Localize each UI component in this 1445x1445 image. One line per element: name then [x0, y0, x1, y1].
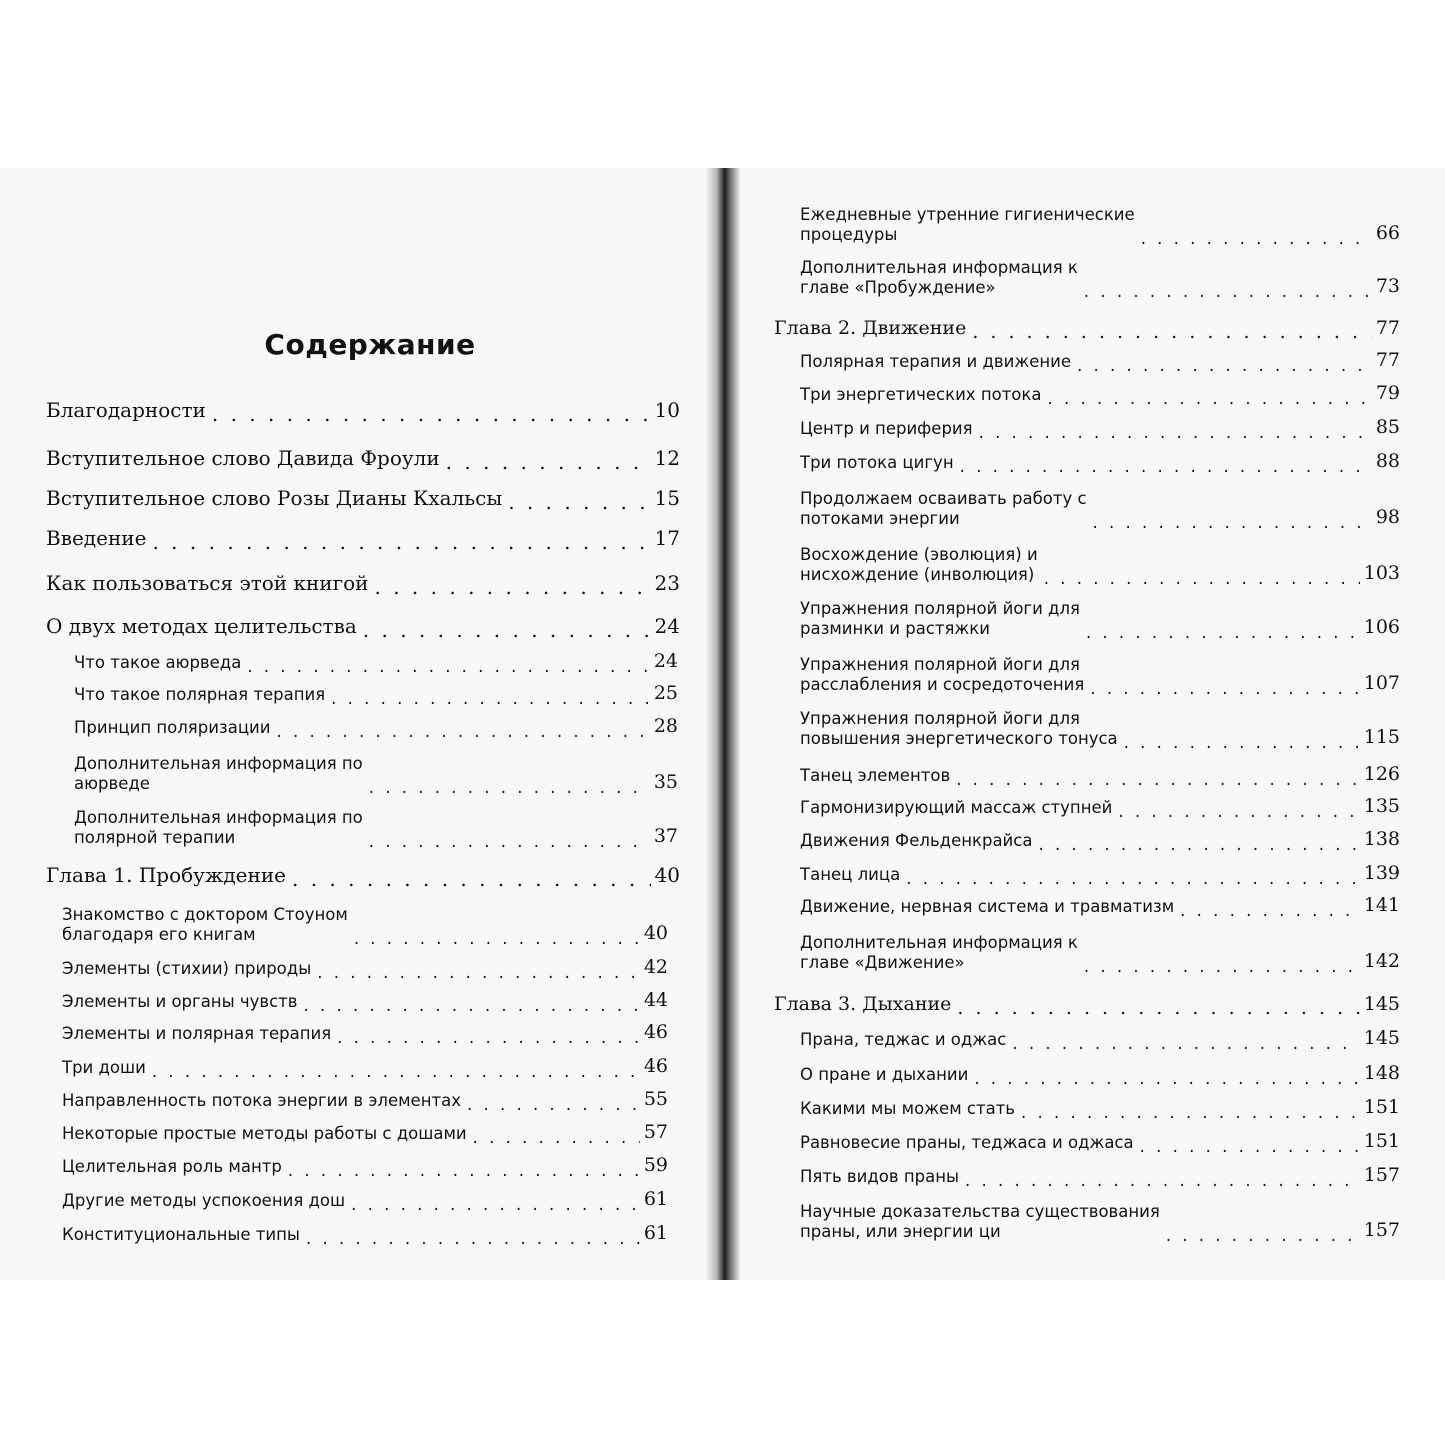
- toc-entry-title-line: нисхождение (инволюция): [800, 565, 1035, 585]
- dot-leader: [292, 867, 651, 887]
- toc-entry[interactable]: [800, 1164, 1400, 1187]
- toc-page-number: 126: [1363, 763, 1400, 786]
- dot-leader: [351, 1195, 640, 1212]
- toc-entry[interactable]: [800, 795, 1400, 818]
- toc-entry-title: [800, 489, 1087, 529]
- toc-entry-title-line: Другие методы успокоения дош: [62, 1191, 346, 1211]
- toc-page-number: 46: [643, 1021, 668, 1044]
- dot-leader: [1166, 1226, 1360, 1243]
- toc-entry-title-line: расслабления и сосредоточения: [800, 675, 1085, 695]
- toc-entry-title-line: Знакомство с доктором Стоуном: [62, 905, 348, 925]
- toc-entry[interactable]: [62, 1055, 668, 1078]
- toc-entry[interactable]: [46, 863, 680, 887]
- toc-page-number: 79: [1375, 382, 1400, 405]
- toc-entry[interactable]: [800, 382, 1400, 405]
- toc-entry-title: [74, 685, 325, 705]
- toc-entry-title-line: главе «Пробуждение»: [800, 278, 996, 298]
- toc-entry[interactable]: [800, 258, 1400, 298]
- toc-entry-title-line: Прана, теджас и оджас: [800, 1030, 1007, 1050]
- toc-entry-title: [74, 718, 271, 738]
- toc-page-number: 15: [654, 486, 680, 510]
- toc-entry-title-line: Движение, нервная система и травматизм: [800, 897, 1175, 917]
- toc-entry-title: [800, 655, 1084, 695]
- dot-leader: [375, 575, 651, 595]
- toc-page-number: 59: [643, 1154, 668, 1177]
- dot-leader: [247, 657, 650, 674]
- toc-entry[interactable]: [62, 905, 668, 945]
- toc-page-number: 40: [643, 922, 668, 945]
- toc-entry[interactable]: [800, 1062, 1400, 1085]
- toc-entry-title: [62, 1225, 300, 1245]
- toc-entry-title: [800, 1133, 1134, 1153]
- toc-page-number: 40: [654, 863, 680, 887]
- toc-entry-title: [62, 1157, 282, 1177]
- dot-leader: [1047, 389, 1371, 406]
- toc-entry-title: [800, 352, 1071, 372]
- toc-entry-title-line: Глава 2. Движение: [774, 317, 967, 340]
- toc-entry[interactable]: [774, 993, 1400, 1016]
- dot-leader: [1038, 835, 1359, 852]
- dot-leader: [1124, 733, 1360, 750]
- toc-entry-title-line: Упражнения полярной йоги для: [800, 709, 1080, 729]
- toc-entry-title-line: Целительная роль мантр: [62, 1157, 282, 1177]
- toc-entry[interactable]: [800, 450, 1400, 473]
- toc-entry-title: [74, 653, 241, 673]
- toc-page-number: 145: [1363, 1027, 1400, 1050]
- toc-entry[interactable]: [62, 1154, 668, 1177]
- toc-page-number: 10: [654, 398, 680, 422]
- toc-entry[interactable]: [800, 205, 1400, 245]
- toc-entry[interactable]: [800, 1130, 1400, 1153]
- toc-page-number: 57: [643, 1121, 668, 1144]
- toc-entry-title-line: Конституциональные типы: [62, 1225, 300, 1245]
- toc-entry-title-line: Равновесие праны, теджаса и оджаса: [800, 1133, 1134, 1153]
- toc-page-number: 148: [1363, 1062, 1400, 1085]
- dot-leader: [152, 530, 650, 550]
- toc-entry-title: [774, 317, 966, 340]
- toc-page-number: 145: [1363, 993, 1400, 1016]
- toc-entry-title-line: Восхождение (эволюция) и: [800, 545, 1038, 565]
- dot-leader: [1084, 957, 1360, 974]
- toc-page-number: 23: [654, 571, 680, 595]
- toc-entry-title: [62, 992, 298, 1012]
- toc-entry-title: [800, 1099, 1015, 1119]
- toc-entry[interactable]: [62, 1188, 668, 1211]
- toc-entry-title: [800, 205, 1135, 245]
- toc-page-number: 151: [1363, 1130, 1400, 1153]
- dot-leader: [1086, 623, 1360, 640]
- toc-entry-title: [800, 419, 973, 439]
- dot-leader: [152, 1062, 640, 1079]
- dot-leader: [1077, 356, 1372, 373]
- toc-page-number: 12: [654, 446, 680, 470]
- toc-entry[interactable]: [800, 1202, 1400, 1242]
- toc-entry-title-line: Дополнительная информация к: [800, 258, 1078, 278]
- toc-entry[interactable]: [62, 1222, 668, 1245]
- dot-leader: [906, 869, 1360, 886]
- dot-leader: [467, 1095, 640, 1112]
- toc-entry-title-line: аюрведе: [74, 774, 150, 794]
- toc-entry[interactable]: [74, 754, 678, 794]
- toc-page-number: 115: [1363, 726, 1400, 749]
- toc-page-number: 139: [1363, 862, 1400, 885]
- toc-entry-title-line: Полярная терапия и движение: [800, 352, 1072, 372]
- toc-page-number: 37: [653, 825, 678, 848]
- toc-entry[interactable]: [774, 317, 1400, 340]
- dot-leader: [974, 1069, 1359, 1086]
- toc-entry-title-line: Принцип поляризации: [74, 718, 271, 738]
- toc-entry-title-line: Элементы (стихии) природы: [62, 959, 312, 979]
- toc-entry[interactable]: [800, 416, 1400, 439]
- toc-entry[interactable]: [74, 808, 678, 848]
- toc-entry-title-line: полярной терапии: [74, 828, 236, 848]
- toc-entry-title: [46, 486, 502, 510]
- toc-entry-title-line: Научные доказательства существования: [800, 1202, 1160, 1222]
- toc-page-number: 151: [1363, 1096, 1400, 1119]
- toc-entry-title-line: Упражнения полярной йоги для: [800, 655, 1080, 675]
- dot-leader: [277, 722, 650, 739]
- dot-leader: [1180, 901, 1360, 918]
- dot-leader: [972, 321, 1372, 340]
- toc-entry-title-line: Что такое полярная терапия: [74, 685, 326, 705]
- toc-entry-title-line: Какими мы можем стать: [800, 1099, 1016, 1119]
- dot-leader: [979, 423, 1372, 440]
- toc-page-number: 35: [653, 771, 678, 794]
- toc-page-number: 142: [1363, 950, 1400, 973]
- toc-entry-title: [62, 1124, 467, 1144]
- toc-entry[interactable]: [74, 650, 678, 673]
- toc-page-number: 46: [643, 1055, 668, 1078]
- toc-entry-title: [800, 1065, 968, 1085]
- toc-entry-title-line: главе «Движение»: [800, 953, 965, 973]
- dot-leader: [446, 450, 651, 470]
- toc-entry-title-line: Дополнительная информация по: [74, 754, 363, 774]
- toc-entry-title: [774, 993, 951, 1016]
- toc-entry-title-line: Танец элементов: [800, 766, 951, 786]
- toc-page-number: 73: [1375, 275, 1400, 298]
- toc-entry-title-line: потоками энергии: [800, 509, 960, 529]
- toc-entry[interactable]: [800, 933, 1400, 973]
- toc-entry[interactable]: [800, 655, 1400, 695]
- toc-entry-title: [800, 385, 1041, 405]
- toc-entry-title-line: Глава 3. Дыхание: [774, 993, 952, 1016]
- toc-entry-title-line: Движения Фельденкрайса: [800, 831, 1033, 851]
- toc-entry-title: [800, 453, 954, 473]
- toc-page-number: 24: [654, 614, 680, 638]
- toc-entry-title: [74, 808, 363, 848]
- toc-entry-title: [62, 1091, 461, 1111]
- toc-page-number: 98: [1375, 506, 1400, 529]
- toc-entry[interactable]: [62, 989, 668, 1012]
- toc-entry[interactable]: [46, 398, 680, 422]
- toc-entry-title: [46, 526, 146, 550]
- toc-entry-title-line: праны, или энергии ци: [800, 1222, 1001, 1242]
- dot-leader: [212, 402, 651, 422]
- toc-entry[interactable]: [800, 489, 1400, 529]
- toc-page-number: 61: [643, 1222, 668, 1245]
- toc-entry-title-line: Дополнительная информация к: [800, 933, 1078, 953]
- dot-leader: [957, 997, 1359, 1016]
- toc-entry-title-line: Элементы и полярная терапия: [62, 1024, 332, 1044]
- toc-entry[interactable]: [62, 1121, 668, 1144]
- toc-entry-title: [800, 545, 1038, 585]
- toc-entry-title-line: Глава 1. Пробуждение: [46, 863, 286, 887]
- toc-entry-title-line: процедуры: [800, 225, 898, 245]
- toc-entry-title-line: О двух методах целительства: [46, 614, 357, 638]
- toc-page-number: 61: [643, 1188, 668, 1211]
- dot-leader: [956, 770, 1360, 787]
- toc-entry-title: [800, 798, 1112, 818]
- toc-page-number: 138: [1363, 828, 1400, 851]
- toc-entry-title-line: Три энергетических потока: [800, 385, 1042, 405]
- toc-entry-title: [62, 905, 348, 945]
- toc-entry[interactable]: [800, 862, 1400, 885]
- toc-entry[interactable]: [46, 571, 680, 595]
- dot-leader: [1090, 679, 1359, 696]
- toc-entry-title-line: Направленность потока энергии в элементах: [62, 1091, 461, 1111]
- dot-leader: [1140, 1137, 1360, 1154]
- toc-entry-title-line: Дополнительная информация по: [74, 808, 363, 828]
- toc-entry[interactable]: [62, 1088, 668, 1111]
- toc-entry-title-line: Гармонизирующий массаж ступней: [800, 798, 1113, 818]
- toc-entry-title-line: Пять видов праны: [800, 1167, 960, 1187]
- dot-leader: [354, 929, 640, 946]
- toc-page-number: 157: [1363, 1219, 1400, 1242]
- dot-leader: [508, 490, 650, 510]
- dot-leader: [304, 996, 640, 1013]
- toc-entry-title-line: Упражнения полярной йоги для: [800, 599, 1080, 619]
- toc-page-number: 107: [1363, 672, 1400, 695]
- toc-entry-title: [800, 1202, 1160, 1242]
- toc-entry-title-line: Вступительное слово Розы Дианы Кхальсы: [46, 486, 503, 510]
- toc-entry-title: [800, 831, 1032, 851]
- toc-entry-title-line: Вступительное слово Давида Фроули: [46, 446, 440, 470]
- toc-entry[interactable]: [46, 486, 680, 510]
- toc-entry-title: [46, 571, 369, 595]
- toc-entry[interactable]: [74, 682, 678, 705]
- toc-entry[interactable]: [800, 349, 1400, 372]
- toc-page-number: 28: [653, 715, 678, 738]
- toc-page-number: 157: [1363, 1164, 1400, 1187]
- toc-entry-title-line: Танец лица: [800, 865, 901, 885]
- dot-leader: [1118, 802, 1359, 819]
- toc-entry-title: [800, 1030, 1006, 1050]
- toc-entry[interactable]: [74, 715, 678, 738]
- toc-entry-title: [800, 897, 1174, 917]
- toc-entry[interactable]: [800, 545, 1400, 585]
- dot-leader: [1012, 1034, 1359, 1051]
- dot-leader: [317, 963, 640, 980]
- toc-entry-title-line: Ежедневные утренние гигиенические: [800, 205, 1135, 225]
- toc-page-number: 85: [1375, 416, 1400, 439]
- toc-entry-title-line: Благодарности: [46, 398, 206, 422]
- toc-entry-title: [46, 614, 357, 638]
- dot-leader: [1084, 282, 1372, 299]
- dot-leader: [473, 1128, 640, 1145]
- toc-entry[interactable]: [46, 526, 680, 550]
- toc-page-number: 44: [643, 989, 668, 1012]
- toc-entry[interactable]: [62, 956, 668, 979]
- toc-page-number: 55: [643, 1088, 668, 1111]
- toc-entry[interactable]: [46, 614, 680, 638]
- toc-entry-title: [800, 1167, 959, 1187]
- toc-entry-title: [800, 258, 1078, 298]
- toc-entry-title: [62, 959, 311, 979]
- toc-entry-title: [800, 709, 1118, 749]
- toc-entry[interactable]: [800, 709, 1400, 749]
- toc-entry-title-line: Три доши: [62, 1058, 146, 1078]
- toc-page-number: 103: [1363, 562, 1400, 585]
- toc-entry[interactable]: [46, 446, 680, 470]
- toc-page-number: 77: [1375, 349, 1400, 372]
- toc-entry[interactable]: [800, 1096, 1400, 1119]
- toc-page-number: 106: [1363, 616, 1400, 639]
- toc-entry-title: [800, 865, 900, 885]
- toc-entry-title-line: Что такое аюрведа: [74, 653, 242, 673]
- toc-entry-title-line: Центр и периферия: [800, 419, 973, 439]
- toc-page-number: 66: [1375, 222, 1400, 245]
- page-title: Содержание: [264, 328, 476, 361]
- toc-entry-title-line: повышения энергетического тонуса: [800, 729, 1118, 749]
- toc-entry-title: [46, 863, 286, 887]
- toc-page-number: 141: [1363, 894, 1400, 917]
- toc-entry-title-line: Как пользоваться этой книгой: [46, 571, 369, 595]
- toc-entry-title-line: Некоторые простые методы работы с дошами: [62, 1124, 467, 1144]
- toc-entry-title: [46, 446, 440, 470]
- dot-leader: [369, 832, 650, 849]
- toc-entry[interactable]: [800, 1027, 1400, 1050]
- dot-leader: [960, 457, 1372, 474]
- toc-page-number: 77: [1375, 317, 1400, 340]
- toc-entry[interactable]: [800, 763, 1400, 786]
- dot-leader: [1141, 229, 1372, 246]
- toc-entry[interactable]: [800, 828, 1400, 851]
- toc-entry-title: [62, 1191, 345, 1211]
- dot-leader: [331, 689, 650, 706]
- dot-leader: [306, 1229, 640, 1246]
- toc-entry-title: [800, 599, 1080, 639]
- toc-entry-title: [62, 1058, 146, 1078]
- toc-page-number: 135: [1363, 795, 1400, 818]
- dot-leader: [288, 1161, 640, 1178]
- toc-entry-title-line: О пране и дыхании: [800, 1065, 969, 1085]
- toc-entry-title: [800, 766, 950, 786]
- toc-entry[interactable]: [800, 894, 1400, 917]
- toc-page-number: 24: [653, 650, 678, 673]
- toc-page-number: 42: [643, 956, 668, 979]
- dot-leader: [363, 618, 651, 638]
- toc-entry[interactable]: [62, 1021, 668, 1044]
- toc-entry-title-line: Введение: [46, 526, 147, 550]
- toc-entry-title-line: Элементы и органы чувств: [62, 992, 298, 1012]
- toc-entry-title: [74, 754, 363, 794]
- toc-entry-title-line: разминки и растяжки: [800, 619, 990, 639]
- toc-page-number: 25: [653, 682, 678, 705]
- dot-leader: [1093, 513, 1372, 530]
- toc-entry[interactable]: [800, 599, 1400, 639]
- toc-entry-title: [46, 398, 206, 422]
- toc-entry-title-line: Три потока цигун: [800, 453, 954, 473]
- dot-leader: [337, 1028, 640, 1045]
- toc-entry-title: [800, 933, 1078, 973]
- toc-entry-title-line: Продолжаем осваивать работу с: [800, 489, 1087, 509]
- dot-leader: [965, 1171, 1360, 1188]
- dot-leader: [1044, 569, 1360, 586]
- dot-leader: [1021, 1103, 1360, 1120]
- toc-page-number: 17: [654, 526, 680, 550]
- toc-entry-title-line: благодаря его книгам: [62, 925, 256, 945]
- dot-leader: [369, 778, 650, 795]
- toc-page-number: 88: [1375, 450, 1400, 473]
- toc-entry-title: [62, 1024, 331, 1044]
